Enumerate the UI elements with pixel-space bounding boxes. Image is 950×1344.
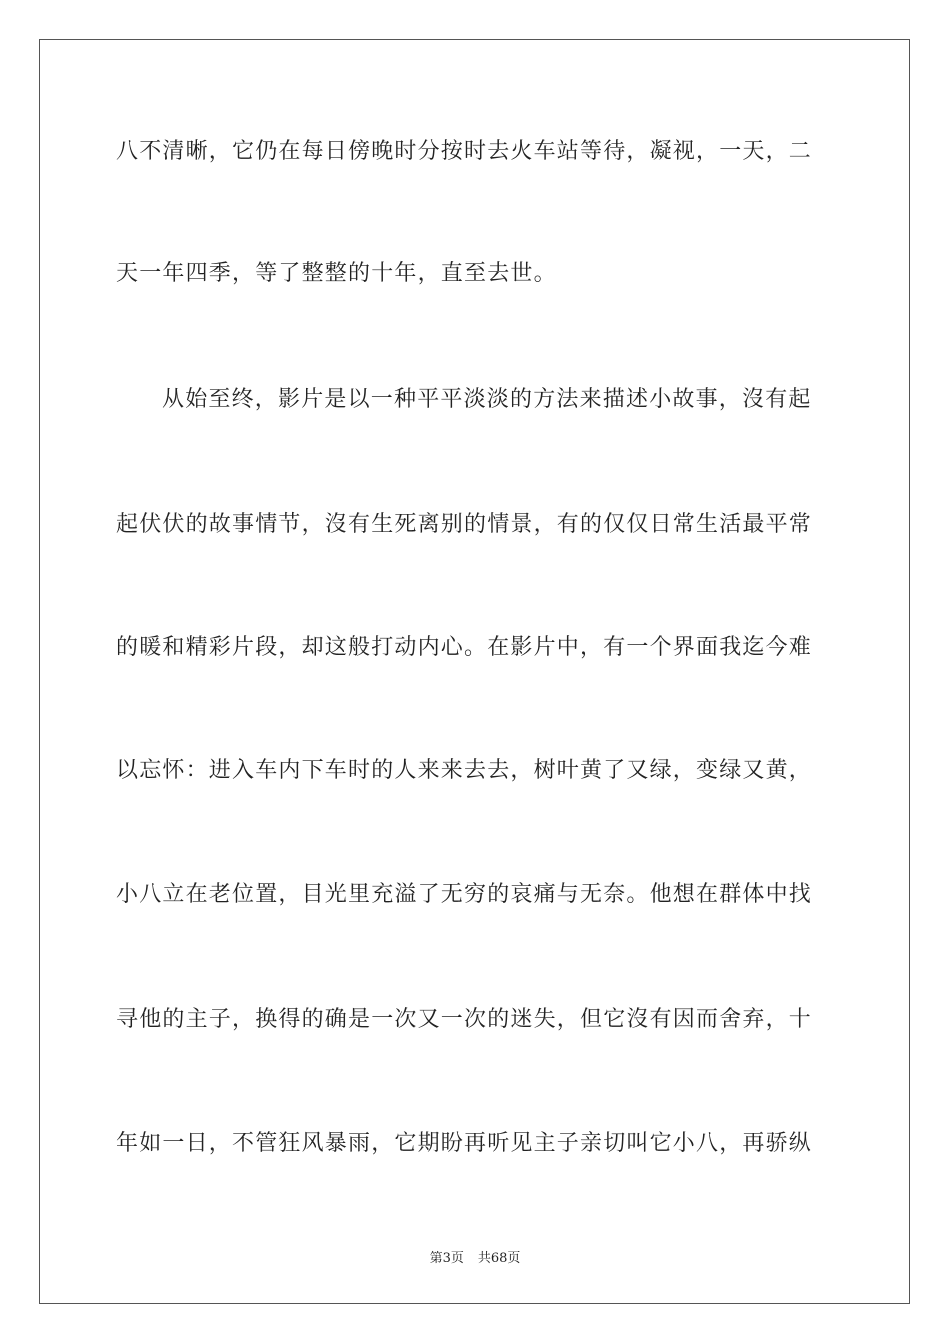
text-line-4: 起伏伏的故事情节，沒有生死离别的情景，有的仅仅日常生活最平常 bbox=[116, 512, 813, 537]
page-total: 共68页 bbox=[477, 1251, 521, 1266]
text-line-7: 小八立在老位置，目光里充溢了无穷的哀痛与无奈。他想在群体中找 bbox=[116, 882, 813, 907]
page-number: 第3页 bbox=[429, 1251, 464, 1266]
page-footer bbox=[0, 1247, 950, 1266]
text-line-5: 的暖和精彩片段，却这般打动内心。在影片中，有一个界面我迄今难 bbox=[116, 635, 813, 660]
page-border bbox=[39, 39, 910, 1304]
text-line-8: 寻他的主子，换得的确是一次又一次的迷失，但它沒有因而舍弃，十 bbox=[116, 1007, 813, 1032]
text-line-9: 年如一日，不管狂风暴雨，它期盼再听见主子亲切叫它小八，再骄纵 bbox=[116, 1131, 813, 1156]
text-line-6: 以忘怀：进入车内下车时的人来来去去，树叶黄了又绿，变绿又黄， bbox=[116, 758, 813, 783]
text-line-3-paragraph-start: 从始至终，影片是以一种平平淡淡的方法来描述小故事，沒有起 bbox=[162, 387, 812, 412]
text-line-2: 天一年四季，等了整整的十年，直至去世。 bbox=[116, 261, 557, 286]
text-line-1: 八不清晰，它仍在每日傍晚时分按时去火车站等待，凝视，一天，二 bbox=[116, 139, 813, 164]
